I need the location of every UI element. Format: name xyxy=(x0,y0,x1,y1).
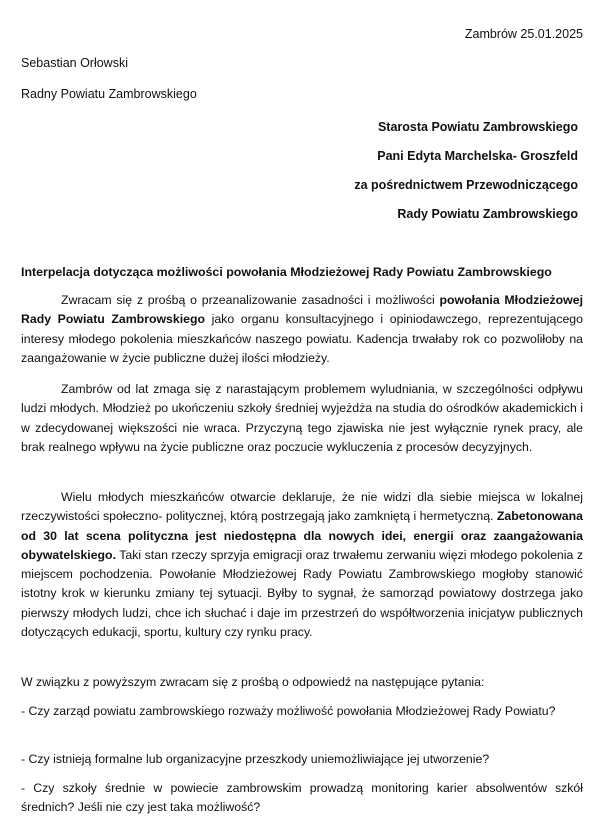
paragraph-3 xyxy=(21,488,583,642)
paragraph-2: Zambrów od lat zmaga się z narastającym problemem wyludniania, w szczególności odpływu ludzi młodych. Młodzież po ukończeniu szkoły średniej wyjeżdża na studia do ośrodków akademickich i w zdecydowanej większości nie wraca. Przyczyną tego zjawiska nie jest wyłącznie rynek pracy, ale brak realnego wpływu na życie publiczne oraz poczucie wykluczenia z procesów decyzyjnych. xyxy=(21,382,583,454)
recipient-line-1: Starosta Powiatu Zambrowskiego xyxy=(377,120,578,134)
paragraph-3-text-c: Taki stan rzeczy sprzyja emigracji oraz trwałemu zerwaniu więzi młodego pokolenia z miejscem pochodzenia. Powołanie Młodzieżowej Rady Powiatu Zambrowskiego mogłoby stanowić istotny krok w kierunku zmiany tej sytuacji. Byłby to sygnał, że samorząd powiatowy dostrzega jako pierwszy młodych ludzi, chce ich słuchać i daje im przestrzeń do współtworzenia inicjatyw publicznych dotyczących edukacji, sportu, kultury czy rynku pracy. xyxy=(21,547,583,640)
recipient-line-4: Rady Powiatu Zambrowskiego xyxy=(397,207,578,221)
recipient-line-2: Pani Edyta Marchelska- Groszfeld xyxy=(377,149,578,163)
question-1: - Czy zarząd powiatu zambrowskiego rozważy możliwość powołania Młodzieżowej Rady Powiatu? xyxy=(21,704,556,718)
question-3: - Czy szkoły średnie w powiecie zambrowskim prowadzą monitoring karier absolwentów szkół średnich? Jeśli nie czy jest taka możliwość? xyxy=(21,781,583,815)
question-2: - Czy istnieją formalne lub organizacyjne przeszkody uniemożliwiające jej utworzenie? xyxy=(21,752,490,766)
paragraph-1-bold: powołania Młodzieżowej Rady Powiatu Zambrowskiego xyxy=(21,293,583,327)
sender-name: Sebastian Orłowski xyxy=(21,56,128,70)
sender-role: Radny Powiatu Zambrowskiego xyxy=(21,87,197,101)
questions-intro: W związku z powyższym zwracam się z prośbą o odpowiedź na następujące pytania: xyxy=(21,675,485,689)
paragraph-3-text-a: Wielu młodych mieszkańców otwarcie deklaruje, że nie widzi dla siebie miejsca w lokalnej rzeczywistości społeczno- politycznej, którą postrzegają jako zamkniętą i hermetyczną. xyxy=(21,490,583,524)
paragraph-1-text-a: Zwracam się z prośbą o przeanalizowanie zasadności i możliwości xyxy=(61,293,440,307)
date-line: Zambrów 25.01.2025 xyxy=(464,27,583,41)
recipient-line-3: za pośrednictwem Przewodniczącego xyxy=(354,178,578,192)
paragraph-1-text-c: jako organu konsultacyjnego i opiniodawczego, reprezentującego interesy młodego pokolenia mieszkańców naszego powiatu. Kadencja trwałaby rok co pozwoliłoby na zaangażowanie w życie publiczne dużej ilości młodzieży. xyxy=(21,312,583,365)
paragraph-3-bold: Zabetonowana od 30 lat scena polityczna jest niedostępna dla nowych idei, energii oraz zaangażowania obywatelskiego. xyxy=(21,509,583,562)
paragraph-1 xyxy=(21,291,583,368)
subject-line: Interpelacja dotycząca możliwości powołania Młodzieżowej Rady Powiatu Zambrowskiego xyxy=(21,265,552,279)
